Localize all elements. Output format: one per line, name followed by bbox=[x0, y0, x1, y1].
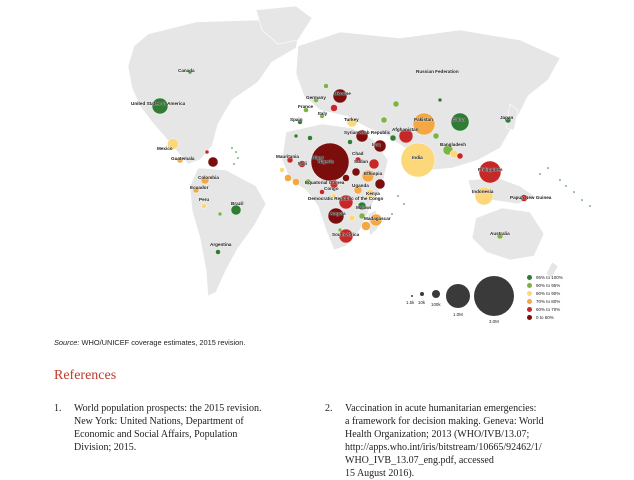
label-congo: Congo bbox=[324, 186, 339, 191]
legend-label-80-90: 80% to 90% bbox=[536, 291, 561, 296]
size-legend-3-0m bbox=[474, 276, 514, 316]
label-india: India bbox=[412, 155, 423, 160]
label-chad: Chad bbox=[352, 151, 364, 156]
label-nigeria: Nigeria bbox=[318, 159, 334, 164]
label-argentina: Argentina bbox=[210, 242, 232, 247]
bubble-argentina bbox=[216, 250, 221, 255]
label-kenya: Kenya bbox=[366, 191, 380, 196]
label-drc: Democratic Republic of the Congo bbox=[308, 196, 384, 201]
bubble-guinea bbox=[285, 175, 292, 182]
bubble-nepal bbox=[433, 133, 439, 139]
label-sudan: Sudan bbox=[354, 159, 369, 164]
legend-dot-70-80 bbox=[527, 299, 532, 304]
bubble-mongolia bbox=[438, 98, 442, 102]
source-label: Source: bbox=[54, 338, 80, 347]
bubble-south-sudan bbox=[352, 168, 360, 176]
label-madagascar: Madagascar bbox=[364, 216, 391, 221]
label-united-states: United States of America bbox=[131, 101, 186, 106]
size-label-100k: 100k bbox=[431, 302, 441, 307]
label-iraq: Iraq bbox=[372, 142, 381, 147]
label-equatorial-guinea: Equatorial Guinea bbox=[305, 180, 345, 185]
label-niger: Niger bbox=[312, 155, 324, 160]
label-italy: Italy bbox=[318, 111, 328, 116]
bubble-kazakhstan bbox=[393, 101, 399, 107]
reference-number: 2. bbox=[325, 403, 333, 414]
size-legend-100k bbox=[432, 290, 440, 298]
legend-dot-90-95 bbox=[527, 283, 532, 288]
reference-text: World population prospects: the 2015 revision. New York: United Nations, Department of Economic and Social Affairs, Population Division; 2015. bbox=[74, 403, 262, 453]
size-label-10k: 10k bbox=[418, 300, 426, 305]
bubble-senegal bbox=[280, 168, 285, 173]
label-uganda: Uganda bbox=[352, 183, 369, 188]
bubble-peru bbox=[201, 203, 206, 208]
bubble-egypt bbox=[348, 140, 353, 145]
bubble-poland bbox=[324, 84, 329, 89]
reference-number: 1. bbox=[54, 403, 62, 414]
bubble-laos bbox=[457, 153, 463, 159]
legend-label-90-95: 90% to 95% bbox=[536, 283, 561, 288]
bubble-somalia bbox=[375, 179, 385, 189]
label-angola: Angola bbox=[330, 211, 346, 216]
label-papua-new-guinea: Papua New Guinea bbox=[510, 195, 552, 200]
label-syrian-arab-republic: Syrian Arab Republic bbox=[344, 130, 391, 135]
label-mali: Mali bbox=[298, 161, 307, 166]
references-heading: References bbox=[54, 368, 117, 383]
label-brazil: Brazil bbox=[231, 201, 244, 206]
label-bangladesh: Bangladesh bbox=[440, 142, 467, 147]
figure-source bbox=[54, 338, 245, 347]
label-ecuador: Ecuador bbox=[190, 185, 209, 190]
label-guatemala: Guatemala bbox=[171, 156, 195, 161]
legend-label-0-60: 0 to 60% bbox=[536, 315, 554, 320]
bubble-bolivia bbox=[218, 212, 222, 216]
label-spain: Spain bbox=[290, 117, 303, 122]
source-text: WHO/UNICEF coverage estimates, 2015 revision. bbox=[81, 338, 246, 347]
legend-label-60-70: 60% to 70% bbox=[536, 307, 561, 312]
landmass-north-america bbox=[128, 20, 300, 164]
bubble-morocco bbox=[294, 134, 298, 138]
label-canada: Canada bbox=[178, 68, 195, 73]
size-legend-1-0m bbox=[446, 284, 470, 308]
size-legend-1-5k bbox=[411, 295, 413, 297]
legend-label-70-80: 70% to 80% bbox=[536, 299, 561, 304]
label-mauritania: Mauritania bbox=[276, 154, 299, 159]
label-colombia: Colombia bbox=[198, 175, 219, 180]
bubble-myanmar bbox=[450, 150, 458, 158]
size-legend-10k bbox=[420, 292, 424, 296]
label-peru: Peru bbox=[199, 197, 210, 202]
label-indonesia: Indonesia bbox=[472, 189, 494, 194]
legend-dot-95-100 bbox=[527, 275, 532, 280]
bubble-venezuela bbox=[208, 157, 218, 167]
bubble-iran bbox=[390, 135, 396, 141]
label-ethiopia: Ethiopia bbox=[364, 171, 383, 176]
size-label-1-5k: 1.5k bbox=[406, 300, 415, 305]
bubble-cote-divoire bbox=[293, 179, 300, 186]
label-china: China bbox=[452, 117, 465, 122]
label-russian-federation: Russian Federation bbox=[416, 69, 459, 74]
bubble-romania bbox=[331, 105, 338, 112]
bubble-haiti bbox=[205, 150, 209, 154]
label-south-africa: South Africa bbox=[332, 232, 360, 237]
bubble-uzbekistan bbox=[381, 117, 387, 123]
legend-label-95-100: 95% to 100% bbox=[536, 275, 563, 280]
label-philippines: Philippines bbox=[478, 167, 503, 172]
label-ukraine: Ukraine bbox=[334, 91, 351, 96]
bubble-mozambique bbox=[362, 222, 371, 231]
label-france: France bbox=[298, 104, 314, 109]
label-germany: Germany bbox=[306, 95, 326, 100]
label-turkey: Turkey bbox=[344, 117, 359, 122]
bubble-yemen bbox=[369, 159, 379, 169]
label-malawi: Malawi bbox=[356, 205, 372, 210]
label-mexico: Mexico bbox=[157, 146, 173, 151]
bubble-zambia bbox=[349, 215, 355, 221]
reference-text: Vaccination in acute humanitarian emergencies: a framework for decision making. Geneva: World Health Organization; 2013 (WHO/IVB/13.07; http://apps.who.int/iris/bitstream/10665/92462/1/ WHO_IVB_13.07_eng.pdf, accessed 15 August 2016). bbox=[345, 403, 544, 479]
label-japan: Japan bbox=[500, 115, 514, 120]
label-pakistan: Pakistan bbox=[414, 117, 433, 122]
legend-dot-80-90 bbox=[527, 291, 532, 296]
label-australia: Australia bbox=[490, 231, 510, 236]
bubble-algeria bbox=[308, 136, 313, 141]
size-label-1-0m: 1.0M bbox=[453, 312, 463, 317]
size-label-3-0m: 3.0M bbox=[489, 319, 499, 324]
legend-dot-0-60 bbox=[527, 315, 532, 320]
legend-dot-60-70 bbox=[527, 307, 532, 312]
label-afghanistan: Afghanistan bbox=[392, 127, 419, 132]
